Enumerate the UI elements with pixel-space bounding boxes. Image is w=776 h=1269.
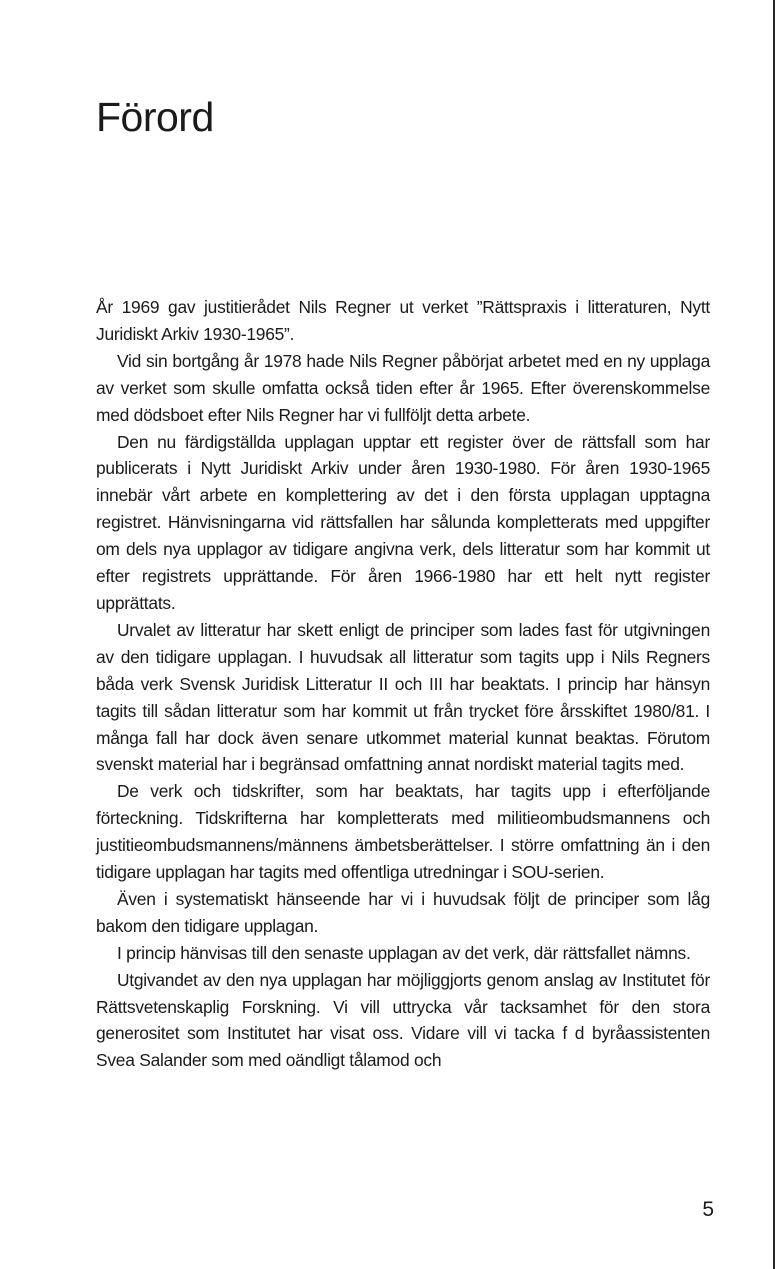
paragraph-3: Den nu färdigställda upplagan upptar ett register över de rättsfall som har publicerats i Nytt Juridiskt Arkiv under åren 1930-1980. För åren 1930-1965 innebär vårt arbete en komplettering av det i den första upplagan upptagna registret. Hänvisningarna vid rättsfallen har sålunda kompletterats med uppgifter om dels nya upplagor av tidigare angivna verk, dels litteratur som har kommit ut efter registrets upprättande. För åren 1966-1980 har ett helt nytt register upprättats.: [96, 431, 710, 613]
page-title: Förord: [96, 94, 214, 140]
paragraph-6: Även i systematiskt hänseende har vi i huvudsak följt de principer som låg bakom den tidigare upplagan.: [96, 888, 710, 936]
paragraph-1: År 1969 gav justitierådet Nils Regner ut verket ”Rättspraxis i litteraturen, Nytt Juridiskt Arkiv 1930-1965”.: [96, 297, 710, 344]
body-text: [96, 294, 710, 1074]
paragraph-4: Urvalet av litteratur har skett enligt de principer som lades fast för utgivningen av den tidigare upplagan. I huvudsak all litteratur som tagits upp i Nils Regners båda verk Svensk Juridisk Litteratur II och III har beaktats. I princip har hänsyn tagits till sådan litteratur som har kommit ut från trycket före årsskiftet 1980/81. I många fall har dock även senare utkommet material kunnat beaktas. Förutom svenskt material har i begränsad omfattning annat nordiskt material tagits med.: [96, 619, 710, 775]
paragraph-7: I princip hänvisas till den senaste upplagan av det verk, där rättsfallet nämns.: [117, 942, 691, 963]
paragraph-8: Utgivandet av den nya upplagan har möjliggjorts genom anslag av Institutet för Rättsvetenskaplig Forskning. Vi vill uttrycka vår tacksamhet för den stora generositet som Institutet har visat oss. Vidare vill vi tacka f d byråassistenten Svea Salander som med oändligt tålamod och: [96, 969, 710, 1071]
paragraph-2: Vid sin bortgång år 1978 hade Nils Regner påbörjat arbetet med en ny upplaga av verket som skulle omfatta också tiden efter år 1965. Efter överenskommelse med dödsboet efter Nils Regner har vi fullföljt detta arbete.: [96, 350, 710, 425]
paragraph-5: De verk och tidskrifter, som har beaktats, har tagits upp i efterföljande förteckning. Tidskrifterna har kompletterats med militieombudsmannens och justitieombudsmannens/männens ämbetsberättelser. I större omfattning än i den tidigare upplagan har tagits med offentliga utredningar i SOU-serien.: [96, 781, 710, 883]
page-number: 5: [702, 1198, 714, 1221]
page-edge-line: [773, 0, 775, 1269]
